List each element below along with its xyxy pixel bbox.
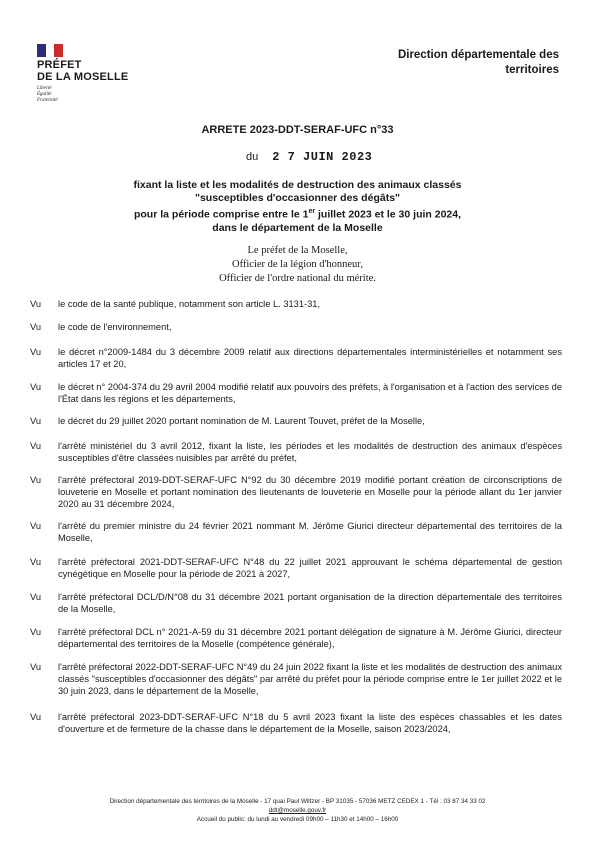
vu-item: [30, 592, 562, 616]
vu-label: Vu: [30, 299, 42, 309]
vu-label: Vu: [30, 712, 42, 722]
object-line: fixant la liste et les modalités de destruction des animaux classés: [133, 179, 462, 191]
vu-label: Vu: [30, 475, 42, 485]
motto-line: Liberté: [37, 86, 52, 91]
vu-text: l'arrêté préfectoral 2023-DDT-SERAF-UFC N°18 du 5 avril 2023 fixant la liste des espèces chassables et les dates d'ouverture et de fermeture de la chasse dans le département de la Moselle, saison 2023/2024,: [58, 712, 562, 734]
vu-text: l'arrêté ministériel du 3 avril 2012, fixant la liste, les périodes et les modalités de destruction des animaux d'espèces susceptibles d'être classées nuisibles par arrêté du préfet,: [58, 441, 562, 463]
page-footer: [0, 797, 595, 824]
date-stamp: 2 7 JUIN 2023: [272, 150, 373, 164]
vu-text: l'arrêté préfectoral 2022-DDT-SERAF-UFC N°49 du 24 juin 2022 fixant la liste et les modalités de destruction des animaux classés "susceptibles d'occasionner des dégâts" par arrêté du préfet pour la période comprise entre le 1er juillet 2022 et le 30 juin 2023, dans le département de la Moselle,: [58, 662, 562, 696]
prefecture-logo: [37, 44, 137, 104]
vu-text: le code de l'environnement,: [58, 322, 172, 332]
vu-text: le décret n°2009-1484 du 3 décembre 2009 relatif aux directions départementales interministérielles et notamment ses articles 17 et 20,: [58, 347, 562, 369]
footer-email[interactable]: [0, 806, 595, 815]
vu-text: le décret n° 2004-374 du 29 avril 2004 modifié relatif aux pouvoirs des préfets, à l'organisation et à l'action des services de l'État dans les régions et les départements,: [58, 382, 562, 404]
vu-label: Vu: [30, 557, 42, 567]
footer-address: Direction départementale des territoires de la Moselle - 17 quai Paul Wiltzer - BP 31035 - 57036 METZ CEDEX 1 - Tél : 03 87 34 33 02: [109, 798, 486, 805]
motto-line: Égalité: [37, 92, 52, 97]
signatory-line: Officier de l'ordre national du mérite.: [219, 273, 376, 284]
vu-item: [30, 382, 562, 406]
vu-text: le décret du 29 juillet 2020 portant nomination de M. Laurent Touvet, préfet de la Moselle,: [58, 416, 425, 426]
vu-text: l'arrêté préfectoral 2019-DDT-SERAF-UFC N°92 du 30 décembre 2019 modifié portant création de circonscriptions de louveterie en Moselle et portant nomination des lieutenants de louveterie en Moselle pour la période allant du 1er janvier 2020 au 31 décembre 2024,: [58, 475, 562, 509]
arrete-title: ARRETE 2023-DDT-SERAF-UFC n°33: [201, 124, 394, 136]
logo-line: PRÉFET: [37, 59, 82, 71]
department-header: [398, 48, 559, 78]
vu-item: [30, 662, 562, 697]
vu-label: Vu: [30, 322, 42, 332]
vu-text: l'arrêté préfectoral 2021-DDT-SERAF-UFC N°48 du 22 juillet 2021 approuvant le schéma départemental de gestion cynégétique en Moselle pour la période de 2021 à 2027,: [58, 557, 562, 579]
arrete-date: [246, 150, 372, 164]
vu-item: [30, 299, 562, 311]
vu-label: Vu: [30, 592, 42, 602]
vu-item: [30, 416, 562, 428]
vu-label: Vu: [30, 521, 42, 531]
vu-label: Vu: [30, 662, 42, 672]
department-line: territoires: [505, 64, 559, 76]
vu-label: Vu: [30, 441, 42, 451]
vu-item: [30, 712, 562, 736]
footer-hours: Accueil du public: du lundi au vendredi 09h00 – 11h30 et 14h00 – 16h00: [196, 816, 399, 823]
vu-item: [30, 347, 562, 371]
vu-label: Vu: [30, 627, 42, 637]
department-line: Direction départementale des: [397, 49, 559, 61]
signatory-line: Officier de la légion d'honneur,: [231, 259, 364, 270]
vu-item: [30, 557, 562, 581]
object-line: pour la période comprise entre le 1er juillet 2023 et le 30 juin 2024,: [133, 208, 462, 221]
vu-item: [30, 441, 562, 465]
vu-item: [30, 521, 562, 545]
vu-text: l'arrêté préfectoral DCL/D/N°08 du 31 décembre 2021 portant organisation de la direction départementale des territoires de la Moselle,: [58, 592, 562, 614]
logo-line: DE LA MOSELLE: [37, 71, 129, 83]
vu-text: l'arrêté préfectoral DCL n° 2021-A-59 du 31 décembre 2021 portant délégation de signature à M. Jérôme Giurici, directeur départemental des territoires de la Moselle (compétence générale),: [58, 627, 562, 649]
date-prefix: du: [246, 151, 259, 163]
vu-item: [30, 627, 562, 651]
motto-line: Fraternité: [37, 98, 58, 103]
vu-item: [30, 322, 562, 334]
prefet-wordmark: [37, 59, 137, 83]
signatory-line: Le préfet de la Moselle,: [247, 245, 348, 256]
footer-email-link[interactable]: ddt@moselle.gouv.fr: [268, 807, 327, 814]
republic-motto: [37, 86, 137, 104]
vu-text: le code de la santé publique, notamment son article L. 3131-31,: [58, 299, 321, 309]
object-line: "susceptibles d'occasionner des dégâts": [194, 192, 401, 204]
signatory-block: [0, 244, 595, 286]
vu-item: [30, 475, 562, 510]
object-line: dans le département de la Moselle: [212, 221, 383, 234]
arrete-object: [0, 179, 595, 235]
vu-label: Vu: [30, 382, 42, 392]
vu-text: l'arrêté du premier ministre du 24 février 2021 nommant M. Jérôme Giurici directeur départemental des territoires de la Moselle,: [58, 521, 562, 543]
marianne-flag-icon: [37, 44, 63, 57]
vu-label: Vu: [30, 416, 42, 426]
vu-label: Vu: [30, 347, 42, 357]
